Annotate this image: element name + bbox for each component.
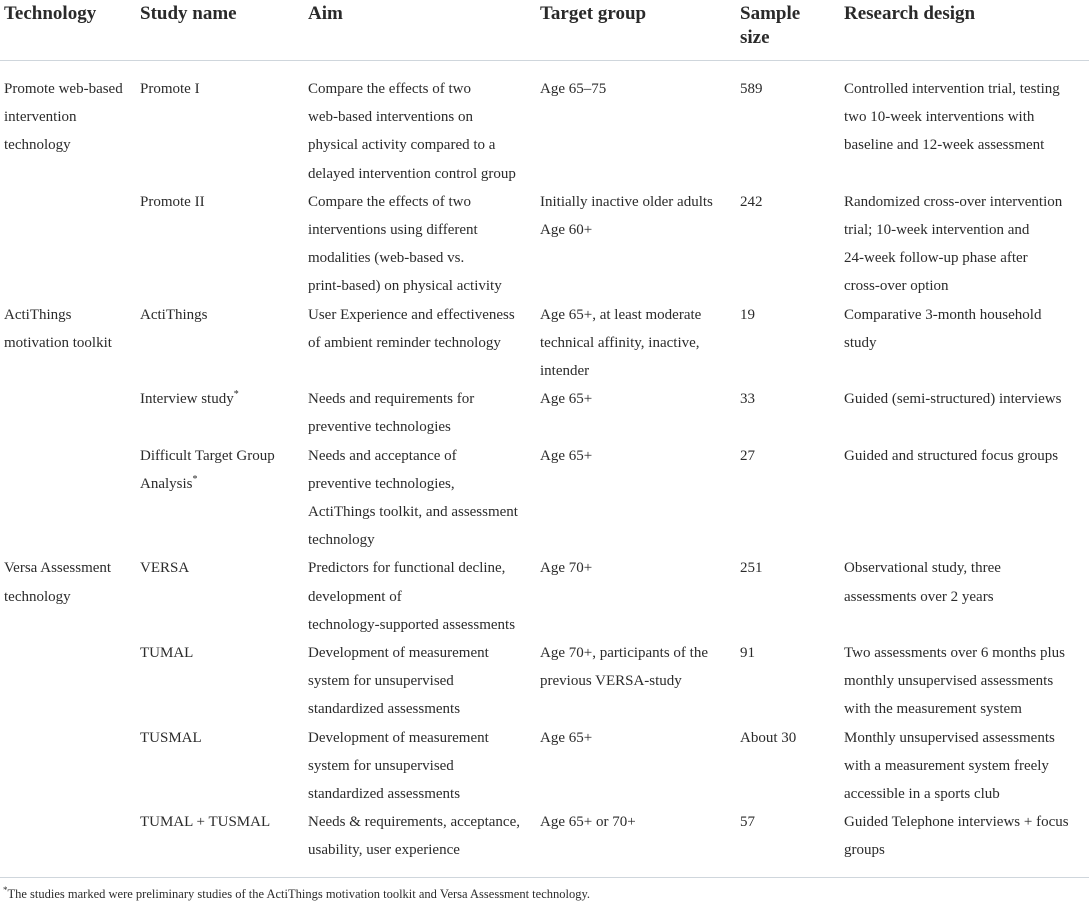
cell-study-name: Promote I	[140, 81, 200, 97]
cell-study-name: TUMAL	[140, 645, 194, 662]
cell-research-design: Guided Telephone interviews + focus groups	[844, 814, 1069, 859]
cell-target-group: Age 65+, at least moderate technical affinity, inactive, intender	[540, 306, 702, 380]
cell-study-name: ActiThings	[140, 306, 208, 323]
cell-technology	[0, 808, 136, 874]
header-row	[0, 0, 1089, 61]
cell-sample-size: 251	[740, 560, 763, 577]
cell-target-group: Age 65+ or 70+	[540, 814, 636, 831]
footnote-marker: *	[233, 389, 239, 401]
cell-target-group: Age 70+	[540, 560, 593, 577]
cell-research-design: Guided (semi-structured) interviews	[844, 391, 1062, 408]
cell-research-design: Comparative 3-month household study	[844, 306, 1042, 351]
table-row	[0, 808, 1089, 874]
table-bottom-rule	[0, 877, 1089, 878]
cell-aim: Needs and acceptance of preventive technologies, ActiThings toolkit, and assessment technology	[308, 447, 518, 549]
cell-technology	[0, 385, 136, 441]
cell-aim: Predictors for functional decline, development of technology-supported assessments	[308, 560, 516, 633]
cell-aim: Compare the effects of two interventions using different modalities (web-based vs. print-based) on physical activity	[308, 193, 502, 295]
cell-sample-size: 91	[740, 645, 755, 662]
cell-target-group: Initially inactive older adults Age 60+	[540, 193, 713, 239]
cell-sample-size: 57	[740, 814, 755, 831]
cell-sample-size: About 30	[740, 729, 797, 746]
table-header	[0, 0, 1089, 61]
cell-technology: Versa Assessment technology	[4, 560, 112, 605]
cell-study-name	[136, 442, 304, 555]
cell-study-name: Promote II	[140, 193, 205, 210]
cell-research-design: Controlled intervention trial, testing two 10-week interventions with baseline and 12-week assessment	[844, 81, 1060, 154]
cell-target-group: Age 65+	[540, 729, 593, 746]
study-name-text: Interview study	[140, 391, 234, 408]
header-research-design: Research design	[840, 0, 1089, 61]
cell-target-group: Age 65–75	[540, 81, 607, 97]
cell-technology: Promote web-based intervention technology	[4, 81, 123, 154]
cell-research-design: Observational study, three assessments over 2 years	[844, 560, 1001, 605]
cell-technology	[0, 442, 136, 555]
cell-study-name	[136, 385, 304, 441]
cell-study-name: TUMAL + TUSMAL	[140, 814, 271, 831]
cell-research-design: Monthly unsupervised assessments with a measurement system freely accessible in a sports club	[844, 729, 1055, 803]
footnote-marker: *	[192, 473, 198, 485]
cell-technology	[0, 724, 136, 809]
table-row	[0, 61, 1089, 188]
header-study-name: Study name	[136, 0, 304, 61]
table-row	[0, 442, 1089, 555]
cell-aim: Compare the effects of two web-based interventions on physical activity compared to a delayed intervention control group	[308, 81, 516, 182]
cell-research-design: Two assessments over 6 months plus monthly unsupervised assessments with the measurement system	[844, 645, 1066, 718]
footnote-text: The studies marked were preliminary studies of the ActiThings motivation toolkit and Versa Assessment technology.	[7, 887, 591, 901]
header-technology: Technology	[0, 0, 136, 61]
header-sample-size: Sample size	[736, 0, 840, 61]
table-row	[0, 554, 1089, 639]
cell-sample-size: 33	[740, 391, 755, 408]
cell-study-name: VERSA	[140, 560, 190, 577]
table-row	[0, 188, 1089, 301]
cell-target-group: Age 65+	[540, 447, 593, 464]
cell-sample-size: 589	[740, 81, 763, 97]
cell-study-name: TUSMAL	[140, 729, 202, 746]
table-row	[0, 385, 1089, 441]
cell-target-group: Age 65+	[540, 391, 593, 408]
table-body	[0, 61, 1089, 875]
footnote-marker: *	[3, 884, 8, 895]
cell-aim: Development of measurement system for unsupervised standardized assessments	[308, 645, 489, 718]
cell-research-design: Randomized cross-over intervention trial; 10-week intervention and 24-week follow-up phase after cross-over option	[844, 193, 1063, 295]
header-aim: Aim	[304, 0, 536, 61]
cell-sample-size: 242	[740, 193, 763, 210]
table-footnote	[0, 885, 1089, 903]
cell-technology	[0, 188, 136, 301]
cell-aim: Needs & requirements, acceptance, usability, user experience	[308, 814, 520, 859]
cell-technology: ActiThings motivation toolkit	[4, 306, 112, 351]
study-name-text: Difficult Target Group Analysis	[140, 447, 275, 492]
cell-research-design: Guided and structured focus groups	[844, 447, 1059, 464]
cell-aim: User Experience and effectiveness of ambient reminder technology	[308, 306, 515, 351]
cell-sample-size: 19	[740, 306, 755, 323]
cell-technology	[0, 639, 136, 724]
cell-sample-size: 27	[740, 447, 755, 464]
cell-aim: Development of measurement system for unsupervised standardized assessments	[308, 729, 489, 803]
cell-target-group: Age 70+, participants of the previous VERSA-study	[540, 645, 708, 690]
table-row	[0, 639, 1089, 724]
header-target-group: Target group	[536, 0, 736, 61]
table-row	[0, 724, 1089, 809]
table-row	[0, 301, 1089, 386]
cell-aim: Needs and requirements for preventive technologies	[308, 391, 475, 436]
